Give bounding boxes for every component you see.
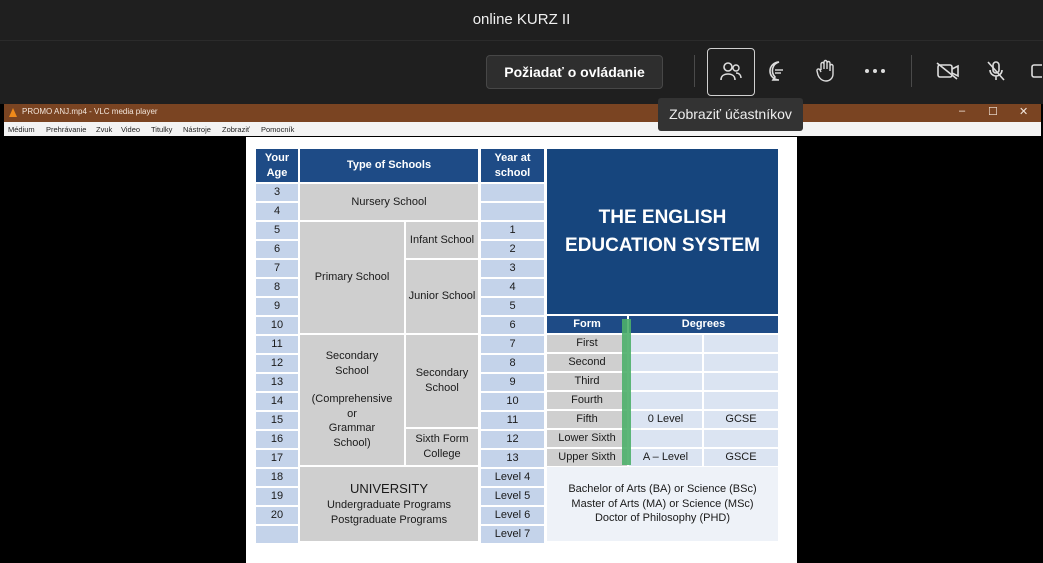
year-cell: 12	[481, 431, 544, 448]
secondary-line: or	[347, 407, 357, 420]
degree-cell	[629, 392, 702, 409]
header-type: Type of Schools	[300, 149, 478, 182]
header-year: Year at school	[481, 149, 544, 182]
age-cell: 6	[256, 241, 298, 258]
year-cell	[481, 184, 544, 201]
vlc-menu-bar	[4, 122, 1041, 136]
age-cell: 20	[256, 507, 298, 524]
year-cell: 13	[481, 450, 544, 467]
degree-cell: A – Level	[629, 449, 702, 466]
vlc-title-bar	[4, 104, 1041, 122]
vlc-window-title: PROMO ANJ.mp4 - VLC media player	[22, 107, 158, 116]
menu-item[interactable]: Nástroje	[183, 125, 211, 134]
participants-tooltip: Zobraziť účastníkov	[658, 98, 803, 131]
meeting-title: online KURZ II	[472, 11, 571, 28]
request-control-button[interactable]: Požiadať o ovládanie	[486, 55, 663, 89]
vlc-cone-icon	[9, 108, 17, 117]
menu-item[interactable]: Pomocník	[261, 125, 295, 134]
age-cell	[256, 526, 298, 543]
degree-cell	[629, 373, 702, 390]
age-cell: 11	[256, 336, 298, 353]
year-cell: 4	[481, 279, 544, 296]
chat-icon[interactable]	[756, 48, 802, 94]
degree-cell	[629, 430, 702, 447]
secondary-line: School)	[333, 437, 371, 450]
menu-item[interactable]: Médium	[8, 125, 35, 134]
year-cell: 10	[481, 393, 544, 410]
primary-school: Primary School	[300, 222, 404, 333]
age-cell: 9	[256, 298, 298, 315]
header-age: Your Age	[256, 149, 298, 182]
year-cell: Level 6	[481, 507, 544, 524]
university-title: UNIVERSITY	[349, 481, 428, 497]
people-icon[interactable]	[707, 48, 755, 96]
banner-title: THE ENGLISH EDUCATION SYSTEM	[547, 149, 778, 314]
secondary-sub-school: Secondary School	[406, 335, 478, 427]
infant-school: Infant School	[406, 222, 478, 258]
age-cell: 18	[256, 469, 298, 486]
year-cell: 6	[481, 317, 544, 334]
menu-item[interactable]: Video	[121, 125, 141, 134]
year-cell: 9	[481, 374, 544, 391]
age-cell: 12	[256, 355, 298, 372]
menu-item[interactable]: Titulky	[151, 125, 173, 134]
green-highlight-stroke	[622, 319, 631, 465]
university	[300, 467, 478, 541]
menu-item[interactable]: Zobraziť	[222, 125, 250, 134]
secondary-line: School	[335, 364, 369, 377]
degree-cell	[704, 373, 778, 390]
menu-item[interactable]: Prehrávanie	[46, 125, 87, 134]
degree-line: Bachelor of Arts (BA) or Science (BSc)	[568, 482, 757, 495]
year-cell: Level 5	[481, 488, 544, 505]
degrees-box	[547, 467, 778, 541]
year-cell: 8	[481, 355, 544, 372]
secondary-school	[300, 335, 404, 465]
year-cell: Level 7	[481, 526, 544, 543]
secondary-line: Grammar	[328, 422, 376, 435]
junior-school: Junior School	[406, 260, 478, 333]
close-icon[interactable]: ✕	[1019, 106, 1029, 118]
age-cell: 13	[256, 374, 298, 391]
raise-hand-icon[interactable]	[803, 48, 849, 94]
mic-off-icon[interactable]	[973, 48, 1019, 94]
age-cell: 17	[256, 450, 298, 467]
camera-off-icon[interactable]	[925, 48, 971, 94]
year-cell: Level 4	[481, 469, 544, 486]
header-form: Form	[547, 316, 627, 333]
university-line: Postgraduate Programs	[330, 513, 448, 526]
year-cell: 7	[481, 336, 544, 353]
age-cell: 14	[256, 393, 298, 410]
degree-cell	[629, 354, 702, 371]
age-cell: 10	[256, 317, 298, 334]
age-cell: 15	[256, 412, 298, 429]
university-line: Undergraduate Programs	[326, 498, 452, 511]
meeting-title-bar	[0, 0, 1043, 40]
form-cell: Fifth	[547, 411, 627, 428]
sixth-form-college: Sixth Form College	[406, 429, 478, 465]
secondary-line: (Comprehensive	[311, 392, 393, 405]
meeting-toolbar	[0, 40, 1043, 104]
maximize-icon[interactable]: ☐	[988, 106, 998, 118]
age-cell: 5	[256, 222, 298, 239]
degree-line: Doctor of Philosophy (PHD)	[594, 512, 731, 525]
form-cell: Third	[547, 373, 627, 390]
degree-cell: GSCE	[704, 449, 778, 466]
age-cell: 4	[256, 203, 298, 220]
menu-item[interactable]: Zvuk	[96, 125, 113, 134]
degree-cell	[704, 354, 778, 371]
form-cell: Second	[547, 354, 627, 371]
year-cell: 1	[481, 222, 544, 239]
age-cell: 3	[256, 184, 298, 201]
share-icon[interactable]	[1022, 48, 1043, 94]
age-cell: 16	[256, 431, 298, 448]
degree-cell: 0 Level	[629, 411, 702, 428]
degree-cell	[704, 392, 778, 409]
more-icon[interactable]	[852, 48, 898, 94]
form-cell: First	[547, 335, 627, 352]
age-cell: 19	[256, 488, 298, 505]
degree-cell	[629, 335, 702, 352]
age-cell: 8	[256, 279, 298, 296]
degree-line: Master of Arts (MA) or Science (MSc)	[571, 497, 754, 510]
secondary-line: Secondary	[325, 349, 379, 362]
minimize-icon[interactable]: –	[959, 105, 966, 117]
year-cell: 5	[481, 298, 544, 315]
degree-cell	[704, 335, 778, 352]
header-degrees: Degrees	[629, 316, 778, 333]
year-cell: 3	[481, 260, 544, 277]
age-cell: 7	[256, 260, 298, 277]
toolbar-separator	[911, 55, 912, 87]
form-cell: Lower Sixth	[547, 430, 627, 447]
toolbar-separator	[694, 55, 695, 87]
year-cell: 11	[481, 412, 544, 429]
degree-cell	[704, 430, 778, 447]
degree-cell: GCSE	[704, 411, 778, 428]
year-cell	[481, 203, 544, 220]
form-cell: Fourth	[547, 392, 627, 409]
form-cell: Upper Sixth	[547, 449, 627, 466]
nursery-school: Nursery School	[300, 184, 478, 220]
year-cell: 2	[481, 241, 544, 258]
